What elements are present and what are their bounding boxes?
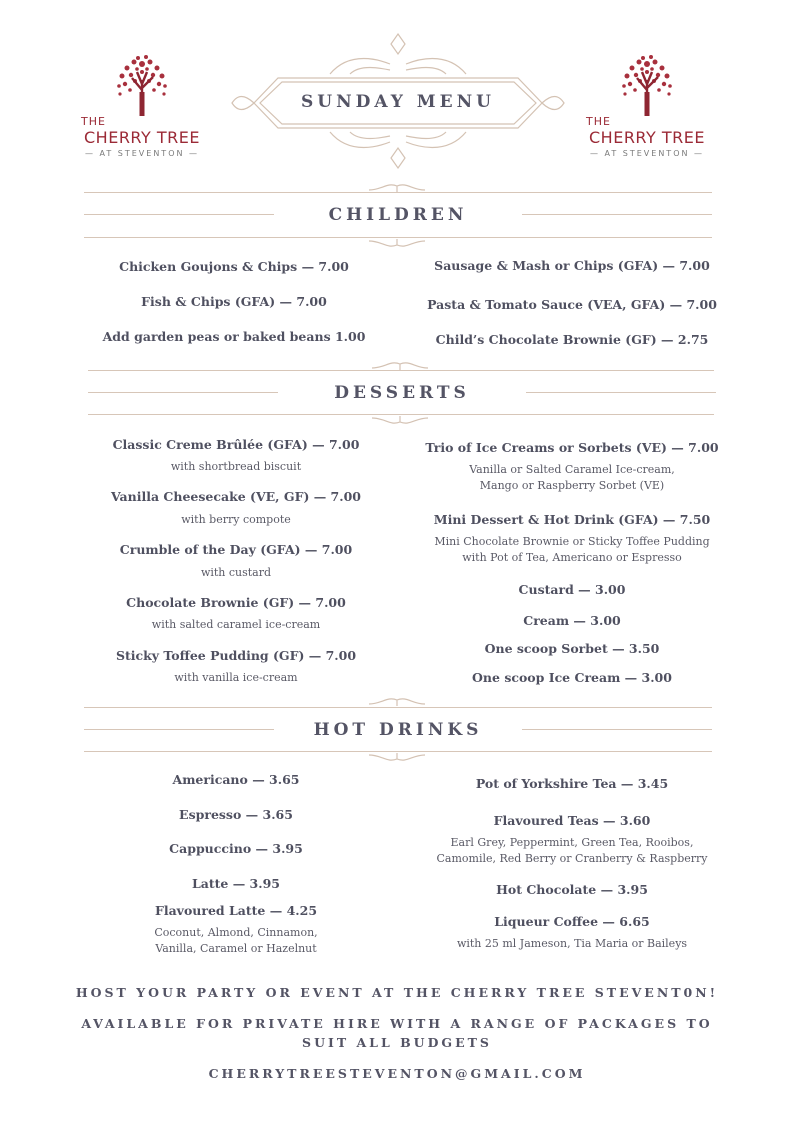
- logo-name: CHERRY TREE: [84, 128, 200, 147]
- menu-item: Crumble of the Day (GFA) — 7.00: [119, 542, 353, 557]
- cherry-tree-icon: [107, 50, 177, 116]
- divider-line: [522, 729, 712, 730]
- logo-the: THE: [586, 115, 611, 128]
- section-title-desserts: DESSERTS: [334, 383, 470, 403]
- menu-item: Liqueur Coffee — 6.65: [494, 914, 650, 929]
- menu-item: One scoop Sorbet — 3.50: [484, 641, 660, 656]
- menu-item: Sticky Toffee Pudding (GF) — 7.00: [115, 648, 357, 663]
- menu-item: Espresso — 3.65: [179, 807, 293, 822]
- footer-promo: HOST YOUR PARTY OR EVENT AT THE CHERRY TREE STEVENT0N!: [75, 985, 719, 1000]
- footer-hire-line1: AVAILABLE FOR PRIVATE HIRE WITH A RANGE OF PACKAGES TO: [81, 1016, 713, 1031]
- divider-line: [84, 707, 712, 708]
- divider-line: [522, 214, 712, 215]
- menu-item-desc: Mango or Raspberry Sorbet (VE): [479, 479, 665, 492]
- flourish-icon: [367, 180, 427, 194]
- divider-line: [526, 392, 716, 393]
- menu-item: Pot of Yorkshire Tea — 3.45: [475, 776, 669, 791]
- logo-the: THE: [81, 115, 106, 128]
- menu-item: Chocolate Brownie (GF) — 7.00: [126, 595, 346, 610]
- menu-item: Vanilla Cheesecake (VE, GF) — 7.00: [111, 489, 361, 504]
- menu-item: Trio of Ice Creams or Sorbets (VE) — 7.00: [425, 440, 719, 455]
- menu-item: Hot Chocolate — 3.95: [496, 882, 648, 897]
- divider-line: [88, 370, 714, 371]
- divider-line: [88, 392, 278, 393]
- menu-item-desc: with vanilla ice-cream: [174, 671, 298, 684]
- menu-item: Flavoured Latte — 4.25: [154, 903, 318, 918]
- menu-item-desc: Mini Chocolate Brownie or Sticky Toffee Pudding: [434, 535, 710, 548]
- menu-item: Flavoured Teas — 3.60: [493, 813, 651, 828]
- divider-line: [84, 214, 274, 215]
- menu-item: Child’s Chocolate Brownie (GF) — 2.75: [435, 332, 709, 347]
- menu-item: Pasta & Tomato Sauce (VEA, GFA) — 7.00: [427, 297, 717, 312]
- logo-name: CHERRY TREE: [589, 128, 705, 147]
- page-title: SUNDAY MENU: [301, 92, 495, 112]
- contact-email[interactable]: CHERRYTREESTEVENTON@GMAIL.COM: [208, 1066, 586, 1081]
- flourish-icon: [367, 237, 427, 251]
- menu-item-desc: Vanilla or Salted Caramel Ice-cream,: [469, 463, 675, 476]
- menu-item-desc: with berry compote: [181, 513, 291, 526]
- divider-line: [84, 729, 274, 730]
- menu-item-desc: with 25 ml Jameson, Tia Maria or Baileys: [456, 937, 688, 950]
- section-title-children: CHILDREN: [328, 205, 468, 225]
- menu-item-desc: with shortbread biscuit: [170, 460, 302, 473]
- menu-item-desc: Vanilla, Caramel or Hazelnut: [155, 942, 317, 955]
- logo-left: [77, 50, 207, 160]
- menu-item: Cream — 3.00: [523, 613, 621, 628]
- menu-item-desc: with Pot of Tea, Americano or Espresso: [462, 551, 682, 564]
- menu-item-desc: Camomile, Red Berry or Cranberry & Raspberry: [436, 852, 708, 865]
- logo-subtitle: — AT STEVENTON —: [84, 149, 200, 158]
- flourish-icon: [367, 751, 427, 765]
- cherry-tree-icon: [612, 50, 682, 116]
- logo-right: [582, 50, 712, 160]
- footer-hire-line2: SUIT ALL BUDGETS: [302, 1035, 492, 1050]
- flourish-icon: [370, 414, 430, 428]
- menu-item: Chicken Goujons & Chips — 7.00: [119, 259, 349, 274]
- flourish-icon: [367, 694, 427, 708]
- menu-item: Cappuccino — 3.95: [169, 841, 303, 856]
- menu-item-desc: Earl Grey, Peppermint, Green Tea, Rooibos,: [450, 836, 694, 849]
- menu-item-desc: Coconut, Almond, Cinnamon,: [154, 926, 318, 939]
- menu-item-desc: with salted caramel ice-cream: [151, 618, 321, 631]
- menu-item: Classic Creme Brûlée (GFA) — 7.00: [112, 437, 360, 452]
- menu-item: Custard — 3.00: [518, 582, 626, 597]
- menu-item: Sausage & Mash or Chips (GFA) — 7.00: [434, 258, 710, 273]
- menu-item: Mini Dessert & Hot Drink (GFA) — 7.50: [433, 512, 711, 527]
- section-title-hot-drinks: HOT DRINKS: [313, 720, 483, 740]
- menu-item: Add garden peas or baked beans 1.00: [102, 329, 366, 344]
- menu-item: One scoop Ice Cream — 3.00: [472, 670, 672, 685]
- menu-item: Fish & Chips (GFA) — 7.00: [141, 294, 327, 309]
- logo-subtitle: — AT STEVENTON —: [589, 149, 705, 158]
- menu-item-desc: with custard: [200, 566, 272, 579]
- menu-item: Latte — 3.95: [191, 876, 281, 891]
- menu-item: Americano — 3.65: [172, 772, 300, 787]
